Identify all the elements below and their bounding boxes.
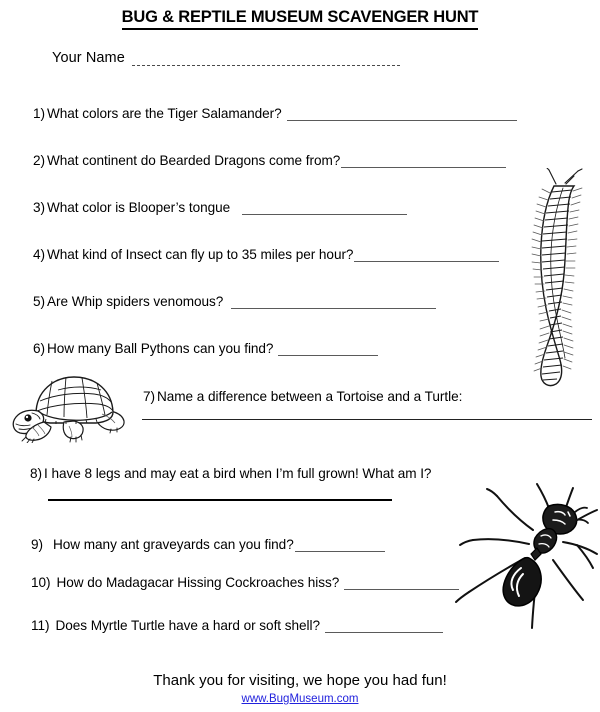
- name-field-input[interactable]: [132, 53, 400, 66]
- question-11-number: 11): [31, 618, 50, 633]
- question-4-number: 4): [33, 247, 45, 262]
- question-5-number: 5): [33, 294, 45, 309]
- question-3-answer-blank[interactable]: [242, 203, 407, 215]
- question-2: [33, 153, 506, 168]
- question-6-number: 6): [33, 341, 45, 356]
- question-9: [31, 537, 385, 552]
- question-10: [31, 575, 459, 590]
- question-8-number: 8): [30, 466, 42, 481]
- question-3: [33, 200, 407, 215]
- question-7-text: Name a difference between a Tortoise and a Turtle:: [157, 389, 463, 404]
- question-7-answer-blank[interactable]: [142, 419, 592, 420]
- question-6: [33, 341, 378, 356]
- question-1-text: What colors are the Tiger Salamander?: [47, 106, 282, 121]
- page-title: [0, 8, 600, 27]
- question-1: [33, 106, 517, 121]
- question-6-text: How many Ball Pythons can you find?: [47, 341, 274, 356]
- question-7: [143, 389, 462, 404]
- question-10-text: How do Madagacar Hissing Cockroaches hiss?: [56, 575, 340, 590]
- question-11-text: Does Myrtle Turtle have a hard or soft shell?: [55, 618, 320, 633]
- question-2-text: What continent do Bearded Dragons come from?: [47, 153, 341, 168]
- page-title-text: BUG & REPTILE MUSEUM SCAVENGER HUNT: [122, 8, 479, 30]
- millipede-illustration: [516, 168, 598, 398]
- question-6-answer-blank[interactable]: [278, 344, 378, 356]
- museum-website-link[interactable]: www.BugMuseum.com: [241, 693, 359, 705]
- question-4: [33, 247, 499, 262]
- question-10-answer-blank[interactable]: [344, 578, 459, 590]
- footer-link: [0, 693, 600, 705]
- question-5-answer-blank[interactable]: [231, 297, 436, 309]
- question-9-answer-blank[interactable]: [295, 540, 385, 552]
- question-9-text: How many ant graveyards can you find?: [53, 537, 294, 552]
- question-4-text: What kind of Insect can fly up to 35 miles per hour?: [47, 247, 354, 262]
- footer-thanks: Thank you for visiting, we hope you had fun!: [153, 672, 447, 689]
- tortoise-illustration: [6, 367, 138, 443]
- question-3-number: 3): [33, 200, 45, 215]
- question-11-answer-blank[interactable]: [325, 621, 443, 633]
- question-1-number: 1): [33, 106, 45, 121]
- question-5-text: Are Whip spiders venomous?: [47, 294, 224, 309]
- ant-illustration: [449, 482, 600, 632]
- name-field-label: Your Name: [52, 50, 125, 66]
- question-2-answer-blank[interactable]: [341, 156, 506, 168]
- question-7-number: 7): [143, 389, 155, 404]
- question-8-text: I have 8 legs and may eat a bird when I’m full grown! What am I?: [44, 466, 432, 481]
- question-11: [31, 618, 443, 633]
- question-1-answer-blank[interactable]: [287, 109, 517, 121]
- question-3-text: What color is Blooper’s tongue: [47, 200, 231, 215]
- question-10-number: 10): [31, 575, 51, 590]
- question-9-number: 9): [31, 537, 43, 552]
- question-4-answer-blank[interactable]: [354, 250, 499, 262]
- question-8: [30, 466, 431, 481]
- name-field-row: [52, 50, 400, 66]
- question-2-number: 2): [33, 153, 45, 168]
- question-5: [33, 294, 436, 309]
- question-8-answer-blank[interactable]: [48, 499, 392, 501]
